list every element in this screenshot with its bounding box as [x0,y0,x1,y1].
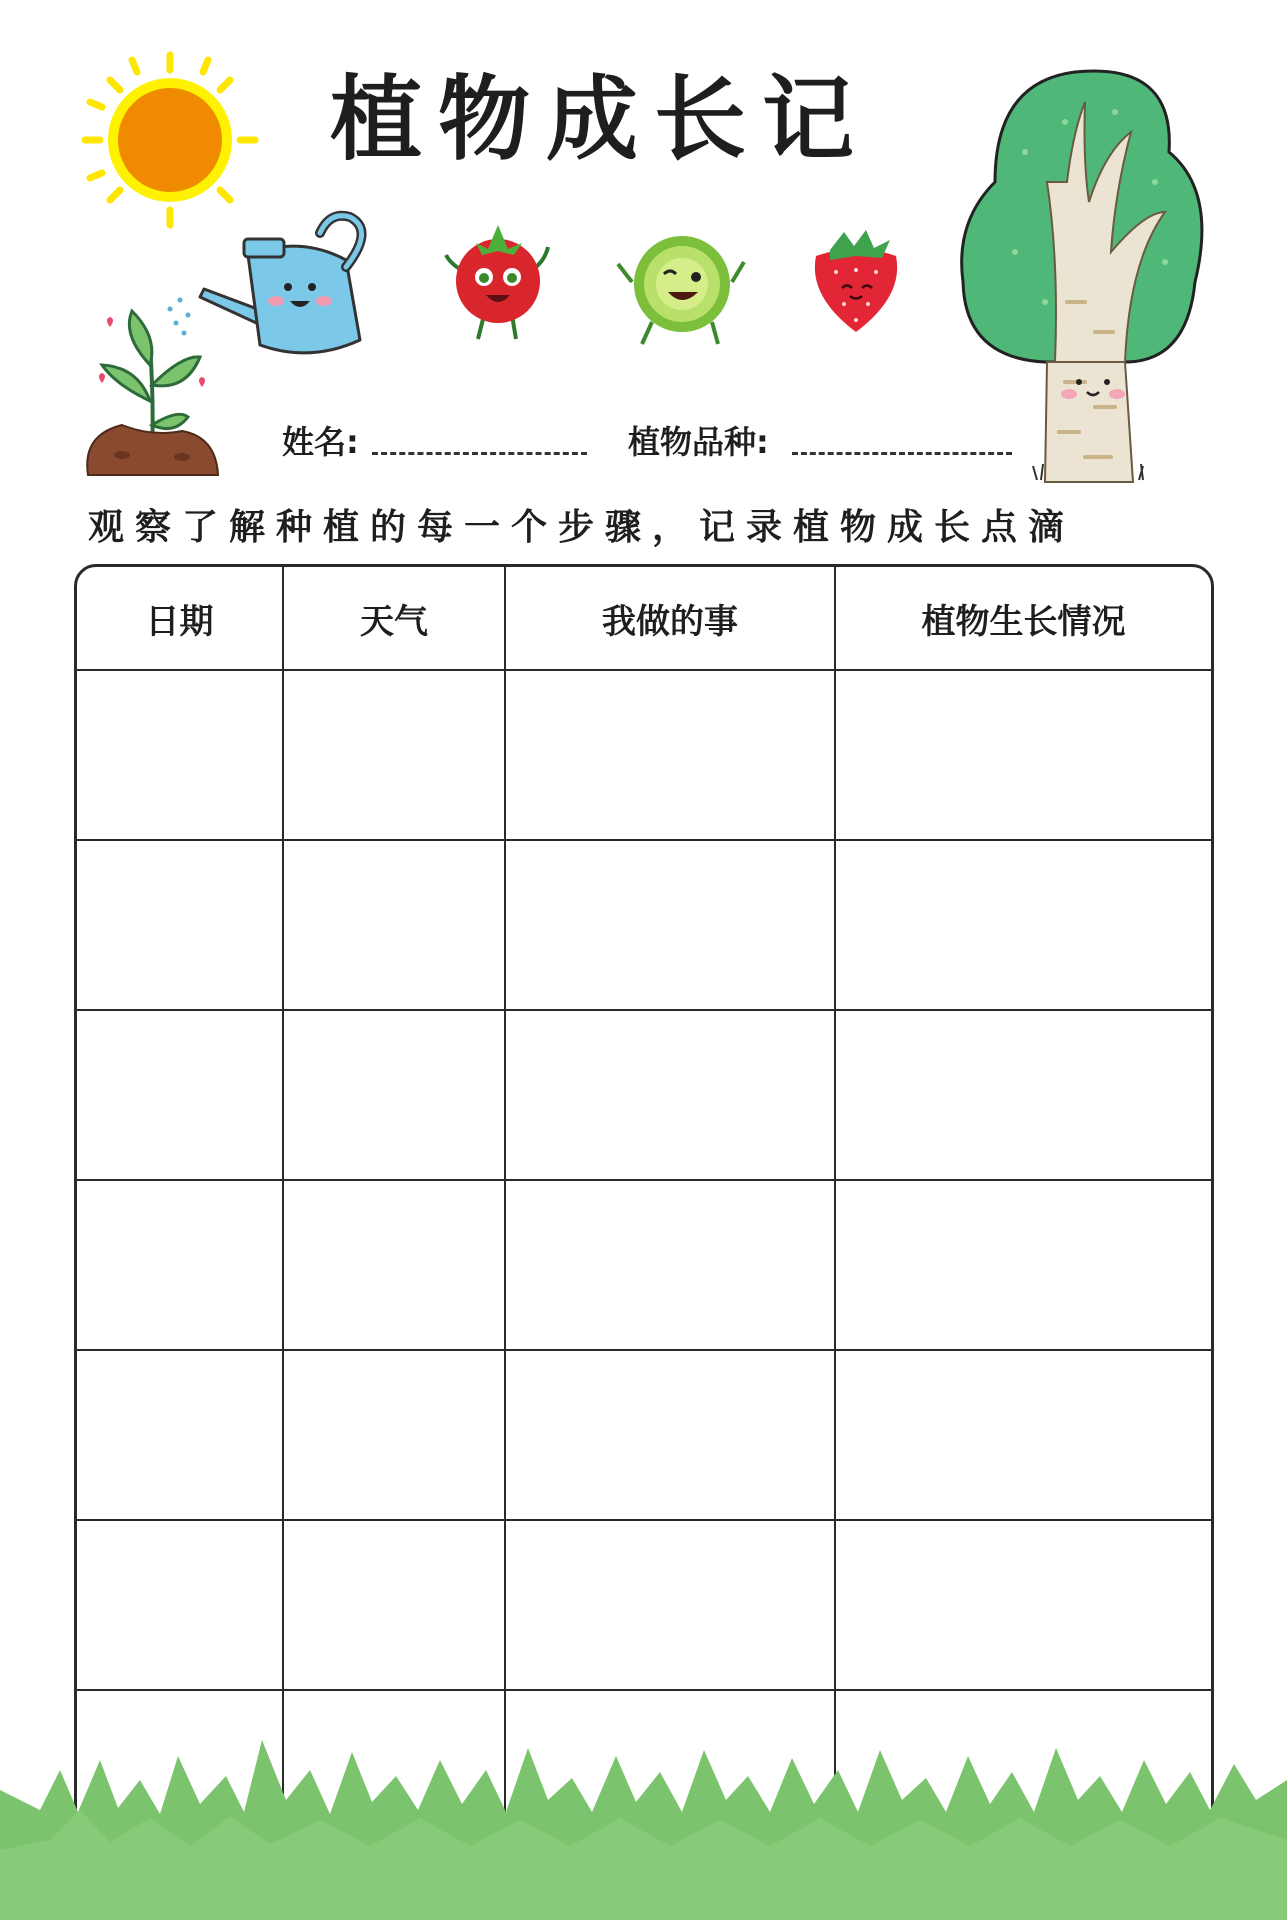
growth-cell[interactable] [835,1350,1211,1520]
activity-cell[interactable] [505,1180,835,1350]
column-header-weather: 天气 [283,567,505,670]
sprout-icon [82,305,222,485]
activity-cell[interactable] [505,1520,835,1690]
activity-cell[interactable] [505,1690,835,1848]
table-row [77,1010,1211,1180]
weather-cell[interactable] [283,1010,505,1180]
growth-cell[interactable] [835,1520,1211,1690]
date-cell[interactable] [77,1350,283,1520]
date-cell[interactable] [77,1520,283,1690]
growth-cell[interactable] [835,1690,1211,1848]
strawberry-icon [808,226,904,336]
name-label: 姓名: [282,423,359,461]
growth-cell[interactable] [835,840,1211,1010]
weather-cell[interactable] [283,670,505,840]
column-header-growth: 植物生长情况 [835,567,1211,670]
date-cell[interactable] [77,1690,283,1848]
table-row [77,1520,1211,1690]
growth-cell[interactable] [835,1180,1211,1350]
variety-label: 植物品种: [628,423,769,461]
growth-cell[interactable] [835,670,1211,840]
sun-icon [80,50,260,230]
date-cell[interactable] [77,1010,283,1180]
name-field[interactable] [372,452,587,455]
table-header-row [77,567,1211,670]
growth-cell[interactable] [835,1010,1211,1180]
page-title: 植物成长记 [330,66,871,173]
date-cell[interactable] [77,1180,283,1350]
weather-cell[interactable] [283,1520,505,1690]
activity-cell[interactable] [505,1010,835,1180]
activity-cell[interactable] [505,1350,835,1520]
date-cell[interactable] [77,840,283,1010]
growth-record-table [74,564,1214,1848]
table-row [77,840,1211,1010]
column-header-date: 日期 [77,567,283,670]
table-row [77,1180,1211,1350]
date-cell[interactable] [77,670,283,840]
tomato-icon [432,215,564,345]
instruction-text: 观察了解种植的每一个步骤，记录植物成长点滴 [88,507,1076,548]
table-row [77,1350,1211,1520]
weather-cell[interactable] [283,1690,505,1848]
column-header-activity: 我做的事 [505,567,835,670]
cabbage-icon [612,222,752,352]
activity-cell[interactable] [505,840,835,1010]
activity-cell[interactable] [505,670,835,840]
weather-cell[interactable] [283,1350,505,1520]
weather-cell[interactable] [283,840,505,1010]
tree-icon [955,62,1215,490]
weather-cell[interactable] [283,1180,505,1350]
table-row [77,1690,1211,1848]
variety-field[interactable] [792,452,1012,455]
table-row [77,670,1211,840]
